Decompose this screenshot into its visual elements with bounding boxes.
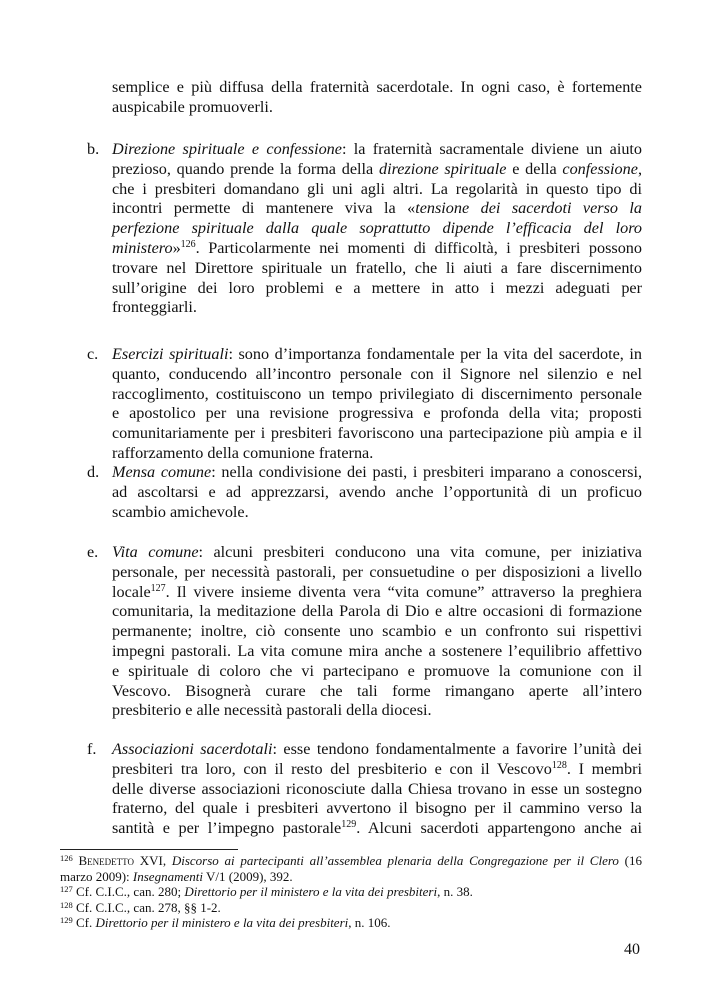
- text-run: e spirituale di coloro che vi partecipano e promuove la comunione con il: [112, 661, 642, 680]
- text-line: [112, 740, 642, 760]
- text-run: Cf.: [76, 915, 96, 930]
- text-line: [112, 819, 642, 839]
- text-line: [112, 239, 642, 259]
- text-run: : nella condivisione dei pasti, i presbiteri imparano a conoscersi,: [211, 463, 643, 481]
- footnote-reference: 129: [341, 819, 357, 831]
- italic-text: Direttorio per il ministero e la vita dei presbiteri: [184, 884, 438, 899]
- italic-text: ministero: [112, 238, 173, 257]
- italic-text: Discorso ai partecipanti all’assemblea plenaria della Congregazione per il Clero: [171, 853, 619, 868]
- text-run: ad ascoltarsi e ad apprezzarsi, avendo anche l’opportunità di un proficuo: [112, 482, 642, 501]
- italic-text: direzione spirituale: [378, 159, 507, 178]
- text-run: . Particolarmente nei momenti di difficoltà, i presbiteri possono: [195, 238, 642, 257]
- text-run: presbiteri tra loro, con il resto del presbiterio e con il Vescovo: [112, 759, 552, 778]
- footnote-reference: 128: [551, 759, 567, 771]
- italic-text: tensione dei sacerdoti verso la: [415, 199, 642, 218]
- text-run: : sono d’importanza fondamentale per la vita del sacerdote, in: [228, 345, 642, 363]
- text-line: [112, 140, 642, 160]
- text-line: [112, 543, 642, 563]
- text-run: e apostolico per una revisione progressiva e profonda della vita; proposti: [112, 404, 642, 423]
- text-run: »: [172, 238, 181, 257]
- text-run: prezioso, quando prende la forma della: [112, 159, 379, 178]
- text-run: , n. 106.: [348, 915, 391, 930]
- text-run: Cf. C.I.C., can. 280;: [76, 884, 185, 899]
- list-item: [112, 140, 642, 318]
- footnote-line: [60, 869, 642, 885]
- text-line: [112, 279, 642, 299]
- footnote-reference: 127: [150, 582, 166, 594]
- text-line: [112, 199, 642, 219]
- text-run: : esse tendono fondamentalmente a favorire l’unità dei: [272, 740, 642, 758]
- text-line: [112, 622, 642, 642]
- text-run: comunitariamente per i presbiteri favoriscono una partecipazione più ampia e il: [112, 424, 642, 443]
- text-line: [112, 365, 642, 385]
- list-item: [112, 345, 642, 464]
- text-run: fraterno, del quale i presbiteri avvertono il bisogno per il cammino verso la: [112, 799, 642, 818]
- text-run: V/1 (2009), 392.: [202, 868, 293, 884]
- footnote-line: [60, 884, 642, 900]
- italic-text: Esercizi spirituali: [112, 345, 229, 363]
- text-line: [112, 463, 642, 483]
- text-line: [112, 780, 642, 800]
- text-run: . Alcuni sacerdoti appartengono anche ai: [356, 819, 642, 838]
- text-line: [112, 424, 642, 444]
- text-line: [112, 345, 642, 365]
- italic-text: Direttorio per il ministero e la vita dei presbiteri: [95, 915, 349, 930]
- text-line: [112, 180, 642, 200]
- text-run: marzo 2009):: [60, 868, 133, 884]
- text-run: (16: [618, 853, 642, 868]
- author-name: Benedetto: [78, 853, 134, 868]
- text-run: : alcuni presbiteri conducono una vita comune, per iniziativa: [198, 543, 642, 561]
- text-line: [112, 602, 642, 622]
- footnote-number: 127: [60, 884, 73, 894]
- text-line: [112, 259, 642, 279]
- text-run: scambio amichevole.: [112, 502, 249, 521]
- text-run: personale, per necessità pastorali, per consuetudine o per disposizioni a livello: [112, 562, 642, 581]
- text-line: [112, 219, 642, 239]
- footnote-number: 126: [60, 853, 73, 863]
- italic-text: perfezione spirituale dalla quale soprattutto dipende l’efficacia del loro: [112, 219, 642, 238]
- text-run: permanente; inoltre, ciò consente uno scambio e un confronto sui rispettivi: [112, 622, 642, 641]
- text-run: , n. 38.: [437, 884, 473, 899]
- list-item: [112, 740, 642, 839]
- list-marker: e.: [87, 543, 99, 561]
- text-run: Cf. C.I.C., can. 278, §§ 1-2.: [76, 899, 221, 915]
- text-line: [112, 385, 642, 405]
- text-run: XVI,: [133, 853, 172, 868]
- text-line: [112, 563, 642, 583]
- text-line: [112, 701, 642, 721]
- list-marker: f.: [87, 740, 97, 758]
- text-run: incontri permette di mantenere viva la «: [112, 199, 416, 218]
- text-line: [112, 662, 642, 682]
- italic-text: Mensa comune: [112, 463, 212, 481]
- text-run: rafforzamento della comunione fraterna.: [112, 443, 374, 462]
- italic-text: Associazioni sacerdotali: [112, 740, 273, 758]
- list-marker: d.: [87, 463, 100, 481]
- text-run: presbiterio e alle necessità pastorali della diocesi.: [112, 701, 432, 720]
- footnote-line: [60, 853, 642, 869]
- text-run: . Il vivere insieme diventa vera “vita comune” attraverso la preghiera: [165, 582, 642, 601]
- text-line: [112, 799, 642, 819]
- text-run: santità e per l’impegno pastorale: [112, 819, 342, 838]
- text-line: [112, 160, 642, 180]
- text-run: . I membri: [566, 759, 642, 778]
- footnote-number: 128: [60, 899, 73, 910]
- list-item: [112, 543, 642, 721]
- text-run: ,: [637, 159, 642, 178]
- text-line: [112, 760, 642, 780]
- text-run: quanto, conducendo all’incontro personale con il Signore nel silenzio e nel: [112, 364, 642, 383]
- text-line: semplice e più diffusa della fraternità sacerdotale. In ogni caso, è fortemente: [112, 78, 642, 96]
- text-run: raccoglimento, costituiscono un tempo privilegiato di discernimento personale: [112, 384, 642, 403]
- text-run: trovare nel Direttore spirituale un fratello, che li aiuti a fare discernimento: [112, 258, 642, 277]
- text-run: delle diverse associazioni riconosciute dalla Chiesa trovano in esse un sostegno: [112, 779, 642, 798]
- text-line: [112, 503, 642, 523]
- text-run: Vescovo. Bisognerà curare che tali forme rimangano aperte all’intero: [112, 681, 642, 700]
- text-run: comunitaria, la meditazione della Parola di Dio e altre occasioni di formazione: [112, 602, 642, 621]
- text-run: che i presbiteri domandano gli uni agli altri. La regolarità in questo tipo di: [112, 179, 642, 198]
- footnote-number: 129: [60, 915, 73, 925]
- text-line: [112, 682, 642, 702]
- footnote-line: [60, 900, 642, 916]
- text-run: e della: [506, 159, 563, 178]
- text-line: [112, 444, 642, 464]
- text-line: [112, 483, 642, 503]
- list-marker: b.: [87, 140, 100, 158]
- text-line: [112, 404, 642, 424]
- text-run: impegni pastorali. La vita comune mira anche a sostenere l’equilibrio affettivo: [112, 641, 642, 660]
- italic-text: Direzione spirituale e confessione: [112, 140, 342, 158]
- text-line: [112, 298, 642, 318]
- list-item: [112, 463, 642, 522]
- footnote-reference: 126: [180, 238, 196, 250]
- footnote-line: [60, 915, 642, 931]
- text-line: [112, 583, 642, 603]
- text-run: : la fraternità sacramentale diviene un aiuto: [341, 140, 642, 158]
- text-run: locale: [112, 582, 151, 601]
- list-marker: c.: [87, 345, 99, 363]
- page-number: 40: [624, 941, 640, 958]
- text-run: sull’origine dei loro problemi e a mettere in atto i mezzi adeguati per: [112, 278, 642, 297]
- text-line: auspicabile promuoverli.: [112, 97, 273, 116]
- italic-text: Vita comune: [112, 543, 199, 561]
- intro-paragraph: [112, 78, 642, 118]
- text-line: [112, 642, 642, 662]
- text-run: fronteggiarli.: [112, 298, 197, 317]
- footnotes: [60, 853, 642, 931]
- footnote-divider: [60, 849, 238, 850]
- italic-text: confessione: [562, 159, 638, 178]
- italic-text: Insegnamenti: [132, 868, 203, 884]
